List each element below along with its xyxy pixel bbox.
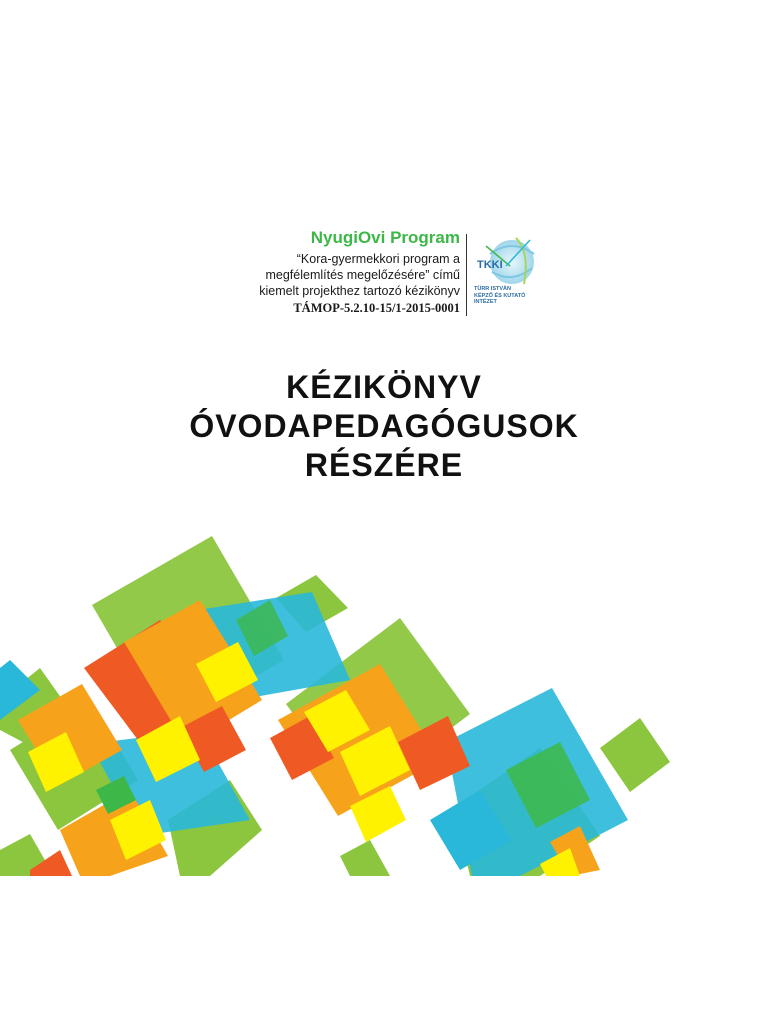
project-code: TÁMOP-5.2.10-15/1-2015-0001: [293, 301, 460, 315]
description-line-3: kiemelt projekthez tartozó kézikönyv: [259, 284, 460, 298]
mosaic-graphic: [0, 530, 768, 876]
title-line-2: ÓVODAPEDAGÓGUSOK: [189, 408, 579, 444]
description-line-2: megfélemlítés megelőzésére” című: [265, 268, 460, 282]
svg-text:TKKI: TKKI: [477, 259, 503, 271]
logo-subtitle: [474, 286, 544, 306]
program-name: NyugiOvi Program: [310, 228, 460, 247]
logo-subtitle-line-2: KÉPZŐ ÉS KUTATÓ: [474, 292, 526, 299]
header-divider: [466, 234, 467, 316]
tkki-logo: [472, 232, 542, 314]
title-line-1: KÉZIKÖNYV: [286, 369, 482, 405]
logo-subtitle-line-3: INTÉZET: [474, 299, 497, 305]
program-header: [200, 228, 460, 317]
logo-subtitle-line-1: TÜRR ISTVÁN: [474, 286, 511, 292]
decorative-squares-artwork: [0, 530, 768, 876]
tkki-logo-icon: [472, 232, 542, 288]
main-title: [0, 368, 768, 485]
title-line-3: RÉSZÉRE: [304, 447, 464, 483]
description-line-1: “Kora-gyermekkori program a: [296, 252, 460, 266]
